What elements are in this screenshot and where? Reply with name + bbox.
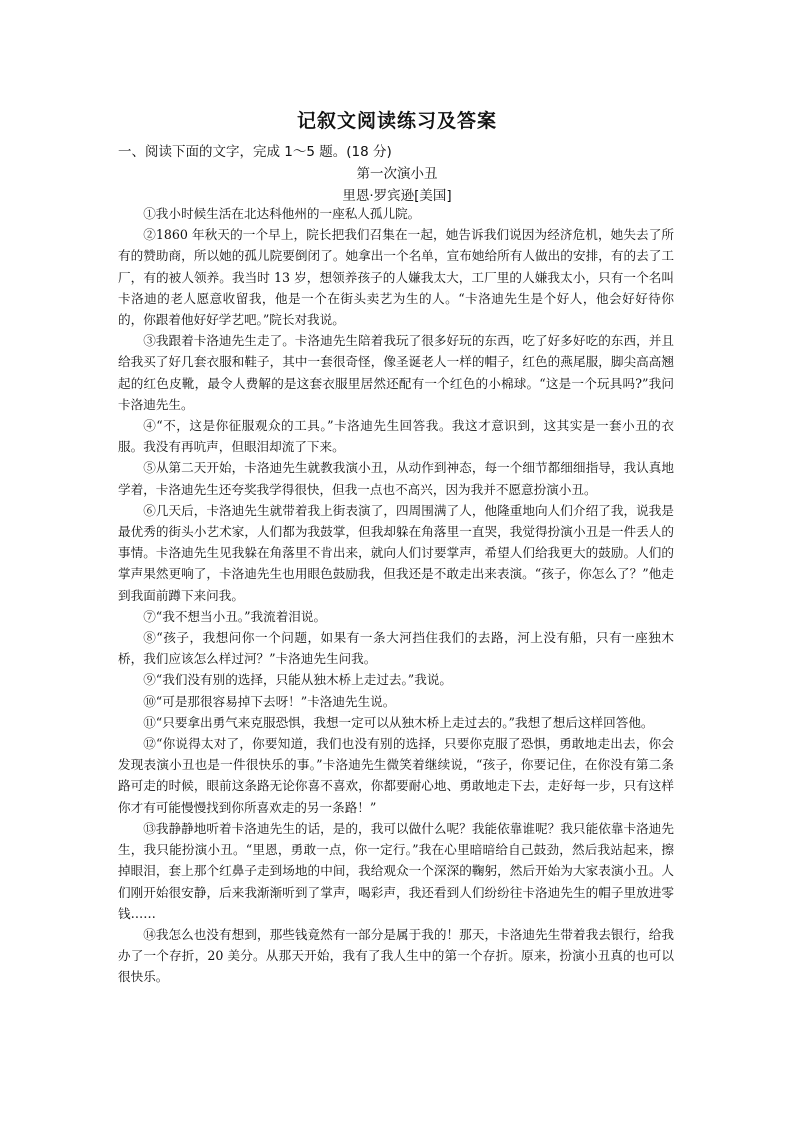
paragraph-1: ①我小时候生活在北达科他州的一座私人孤儿院。 [143,206,421,221]
paragraph-9: ⑨“我们没有别的选择，只能从独木桥上走过去。”我说。 [143,672,453,688]
story-title: 第一次演小丑 [356,166,438,182]
page-title: 记叙文阅读练习及答案 [296,110,497,132]
paragraph-2: ②1860 年秋天的一个早上，院长把我们召集在一起，她告诉我们说因为经济危机，她失去了所有的赞助商，所以她的孤儿院要倒闭了。她拿出一个名单，宣布她给所有人做出的安排，有的去了工厂，有的被人领养。我当时 13 岁，想领养孩子的人嫌我太大，工厂里的人嫌我太小，只有一个名叫卡洛迪的老人愿意收留我，他是一个在街头卖艺为生的人。“卡洛迪先生是个好人，他会好好待你的，你跟着他好好学艺吧。”院长对我说。 [118,227,674,328]
paragraph-4: ④“不，这是你征服观众的工具。”卡洛迪先生回答我。我这才意识到，这其实是一套小丑的衣服。我没有再吭声，但眼泪却流了下来。 [118,418,674,455]
paragraph-3: ③我跟着卡洛迪先生走了。卡洛迪先生陪着我玩了很多好玩的东西，吃了好多好吃的东西，并且给我买了好几套衣服和鞋子，其中一套很奇怪，像圣诞老人一样的帽子，红色的燕尾服，脚尖高高翘起的红色皮靴，最令人费解的是这套衣服里居然还配有一个红色的小棉球。“这是一个玩具吗?”我问卡洛迪先生。 [118,333,674,412]
paragraph-14: ⑭我怎么也没有想到，那些钱竟然有一部分是属于我的！那天，卡洛迪先生带着我去银行，给我办了一个存折，20 美分。从那天开始，我有了我人生中的第一个存折。原来，扮演小丑真的也可以很快乐。 [118,926,674,985]
story-author: 里恩·罗宾逊[美国] [342,188,452,204]
paragraph-11: ⑪“只要拿出勇气来克服恐惧，我想一定可以从独木桥上走过去的。”我想了想后这样回答他。 [143,714,654,730]
story-body [118,203,674,988]
question-instruction: 一、阅读下面的文字，完成 1～5 题。(18 分) [118,144,392,160]
paragraph-7: ⑦“我不想当小丑。”我流着泪说。 [143,608,327,624]
paragraph-13: ⑬我静静地听着卡洛迪先生的话，是的，我可以做什么呢？我能依靠谁呢？我只能依靠卡洛迪先生，我只能扮演小丑。“里恩，勇敢一点，你一定行。”我在心里暗暗给自己鼓劲，然后我站起来，擦掉眼泪，套上那个红鼻子走到场地的中间，我给观众一个深深的鞠躬，然后开始为大家表演小丑。人们刚开始很安静，后来我渐渐听到了掌声，喝彩声，我还看到人们纷纷往卡洛迪先生的帽子里放进零钱…… [118,820,674,921]
paragraph-12: ⑫“你说得太对了，你要知道，我们也没有别的选择，只要你克服了恐惧，勇敢地走出去，你会发现表演小丑也是一件很快乐的事。”卡洛迪先生微笑着继续说，“孩子，你要记住，在你没有第二条路可走的时候，眼前这条路无论你喜不喜欢，你都要耐心地、勇敢地走下去，走好每一步，只有这样你才有可能慢慢找到你所喜欢走的另一条路！” [118,736,674,815]
paragraph-6: ⑥几天后，卡洛迪先生就带着我上街表演了，四周围满了人，他隆重地向人们介绍了我，说我是最优秀的街头小艺术家，人们都为我鼓掌，但我却躲在角落里一直哭，我觉得扮演小丑是一件丢人的事情。卡洛迪先生见我躲在角落里不肯出来，就向人们讨要掌声，希望人们给我更大的鼓励。人们的掌声果然更响了，卡洛迪先生也用眼色鼓励我，但我还是不敢走出来表演。“孩子，你怎么了？”他走到我面前蹲下来问我。 [118,502,674,603]
paragraph-5: ⑤从第二天开始，卡洛迪先生就教我演小丑，从动作到神态，每一个细节都细细指导，我认真地学着，卡洛迪先生还夸奖我学得很快，但我一点也不高兴，因为我并不愿意扮演小丑。 [118,460,674,497]
paragraph-8: ⑧“孩子，我想问你一个问题，如果有一条大河挡住我们的去路，河上没有船，只有一座独木桥，我们应该怎么样过河？”卡洛迪先生问我。 [118,630,674,667]
paragraph-10: ⑩“可是那很容易掉下去呀！”卡洛迪先生说。 [143,693,396,709]
